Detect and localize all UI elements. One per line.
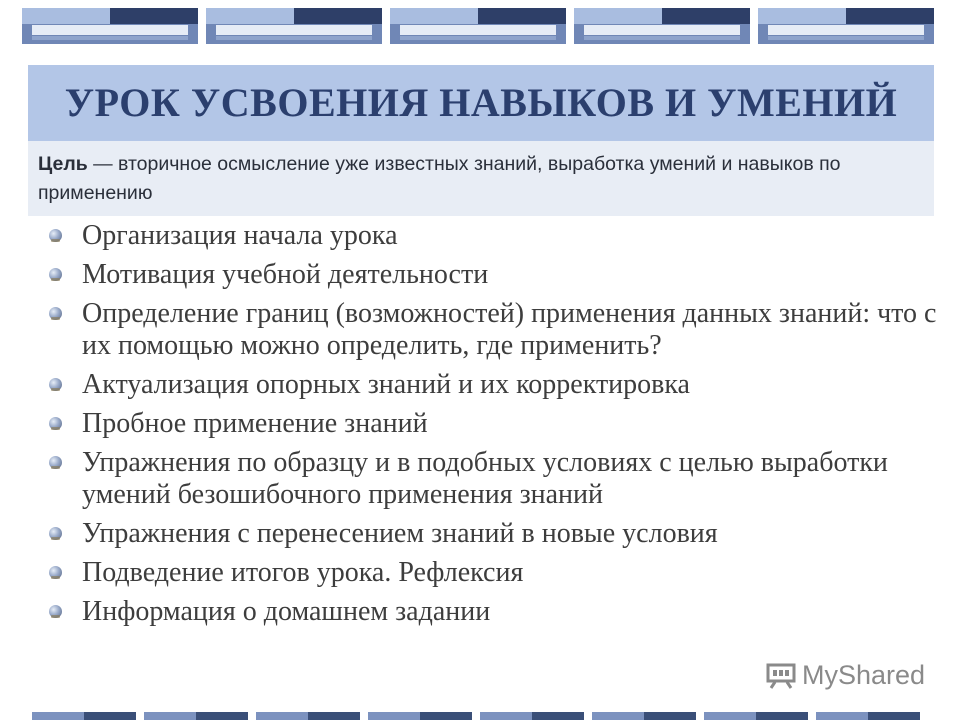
list-item-text: Упражнения по образцу и в подобных условиях с целью выработки умений безошибочного применения знаний	[82, 447, 888, 510]
steps-list	[36, 220, 946, 635]
list-item-text: Подведение итогов урока. Рефлексия	[82, 557, 524, 588]
decor-tile	[22, 8, 198, 44]
decor-tile	[368, 712, 472, 720]
decor-tile	[758, 8, 934, 44]
decor-tile	[32, 712, 136, 720]
bullet-icon	[49, 605, 62, 618]
list-item	[36, 518, 946, 550]
list-item-text: Упражнения с перенесением знаний в новые условия	[82, 518, 718, 549]
decor-tile	[256, 712, 360, 720]
list-item	[36, 298, 940, 362]
bullet-icon	[49, 268, 62, 281]
list-item-text: Актуализация опорных знаний и их корректировка	[82, 369, 690, 400]
top-decor-band	[22, 8, 937, 44]
list-item-text: Мотивация учебной деятельности	[82, 259, 489, 290]
goal-text	[38, 150, 918, 208]
list-item	[36, 220, 946, 252]
decor-tile	[390, 8, 566, 44]
bullet-icon	[49, 456, 62, 469]
list-item	[36, 408, 946, 440]
presentation-board-icon	[766, 661, 796, 689]
bullet-icon	[49, 566, 62, 579]
goal-label: Цель	[38, 153, 88, 175]
decor-tile	[480, 712, 584, 720]
decor-tile	[206, 8, 382, 44]
bullet-icon	[49, 307, 62, 320]
list-item-text: Организация начала урока	[82, 220, 398, 251]
myshared-watermark	[766, 655, 925, 695]
decor-tile	[704, 712, 808, 720]
decor-tile	[816, 712, 920, 720]
bullet-icon	[49, 229, 62, 242]
list-item	[36, 259, 946, 291]
bullet-icon	[49, 527, 62, 540]
list-item	[36, 369, 946, 401]
goal-description: — вторичное осмысление уже известных знаний, выработка умений и навыков по применению	[38, 153, 841, 204]
list-item	[36, 557, 946, 589]
bottom-decor-band	[32, 712, 932, 720]
bullet-icon	[49, 417, 62, 430]
goal-banner	[28, 141, 934, 216]
list-item-text: Пробное применение знаний	[82, 408, 428, 439]
list-item	[36, 596, 946, 628]
list-item	[36, 447, 946, 511]
decor-tile	[592, 712, 696, 720]
title-banner	[28, 65, 934, 141]
decor-tile	[144, 712, 248, 720]
list-item-text: Информация о домашнем задании	[82, 596, 491, 627]
list-item-text: Определение границ (возможностей) применения данных знаний: что с их помощью можно определить, где применить?	[82, 298, 937, 361]
slide-title: УРОК УСВОЕНИЯ НАВЫКОВ И УМЕНИЙ	[64, 80, 898, 125]
watermark-text: MyShared	[802, 659, 926, 690]
decor-tile	[574, 8, 750, 44]
bullet-icon	[49, 378, 62, 391]
